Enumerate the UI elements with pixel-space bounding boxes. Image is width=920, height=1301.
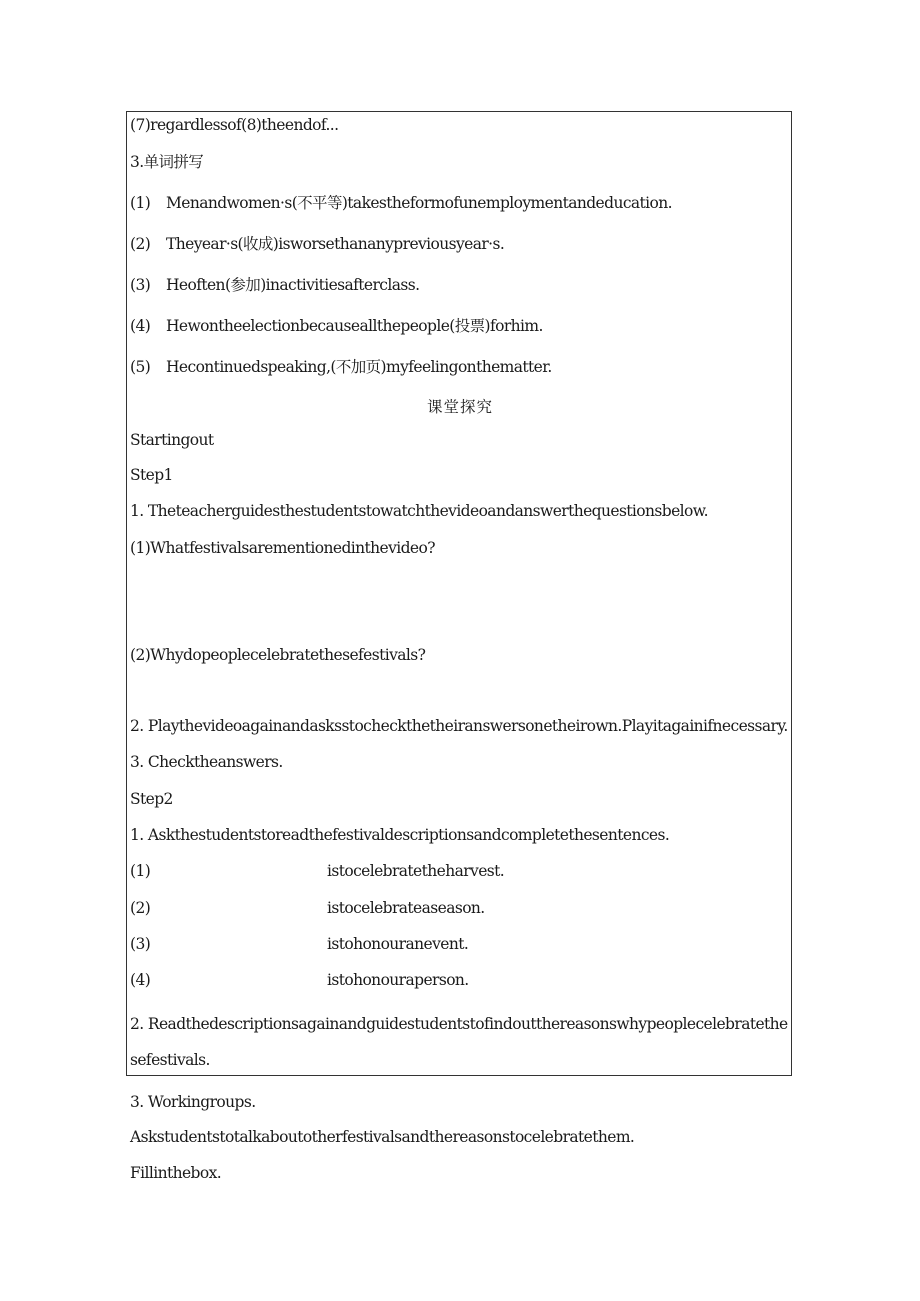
item-number: (1) — [130, 862, 151, 880]
step1-question-1: (1)Whatfestivalsarementionedinthevideo? — [130, 539, 435, 557]
item-text: istohonouranevent. — [327, 935, 469, 953]
item-number: (3) — [130, 935, 151, 953]
spelling-item — [130, 234, 504, 254]
worksheet-box — [126, 111, 792, 1076]
item-number: (4) — [130, 317, 151, 335]
item-text: Menandwomen·s(不平等)takestheformofunemploymentandeducation. — [166, 194, 672, 212]
item-text: istocelebrateaseason. — [327, 899, 485, 917]
step2-item-2: 2. Readthedescriptionsagainandguidestudentstofindoutthereasonswhypeoplecelebratethesefestivals. — [130, 1015, 788, 1069]
item-text: istocelebratetheharvest. — [327, 862, 505, 880]
step2-label: Step2 — [130, 790, 173, 808]
fill-box-instruction: Fillinthebox. — [130, 1164, 222, 1182]
group-work-instruction: Askstudentstotalkaboutotherfestivalsandthereasonstocelebratethem. — [130, 1128, 635, 1146]
group-work-item: 3. Workingroups. — [130, 1093, 256, 1111]
item-text: Theyear·s(收成)isworsethananypreviousyear·s. — [166, 235, 505, 253]
section-title: 课堂探究 — [426, 398, 493, 416]
spelling-heading: 3.单词拼写 — [130, 153, 204, 171]
fill-blank-item — [130, 970, 469, 990]
spelling-item — [130, 275, 419, 295]
step1-question-2: (2)Whydopeoplecelebratethesefestivals? — [130, 646, 426, 664]
step1-item-2: 2. Playthevideoagainandasksstocheckthetheiranswersonetheirown.Playitagainifnecessary. — [130, 717, 788, 735]
item-text: Hecontinuedspeaking,(不加页)myfeelingonthematter. — [166, 358, 552, 376]
step2-item-1: 1. Askthestudentstoreadthefestivaldescriptionsandcompletethesentences. — [130, 826, 670, 844]
step1-item-1: 1. Theteacherguidesthestudentstowatchthevideoandanswerthequestionsbelow. — [130, 502, 708, 520]
item-text: Heoften(参加)inactivitiesafterclass. — [166, 276, 420, 294]
starting-out-label: Startingout — [130, 431, 214, 449]
item-number: (5) — [130, 358, 151, 376]
fill-blank-item — [130, 861, 505, 881]
spelling-item — [130, 193, 672, 213]
fill-blank-item — [130, 898, 485, 918]
item-text: istohonouraperson. — [327, 971, 469, 989]
fill-blank-item — [130, 934, 469, 954]
spelling-item — [130, 357, 552, 377]
item-number: (1) — [130, 194, 151, 212]
item-number: (2) — [130, 235, 151, 253]
item-number: (3) — [130, 276, 151, 294]
step1-label: Step1 — [130, 466, 173, 484]
spelling-item — [130, 316, 543, 336]
item-number: (4) — [130, 971, 151, 989]
step1-item-3: 3. Checktheanswers. — [130, 753, 283, 771]
vocab-tail: (7)regardlessof(8)theendof... — [130, 116, 339, 134]
item-text: Hewontheelectionbecauseallthepeople(投票)forhim. — [166, 317, 543, 335]
item-number: (2) — [130, 899, 151, 917]
